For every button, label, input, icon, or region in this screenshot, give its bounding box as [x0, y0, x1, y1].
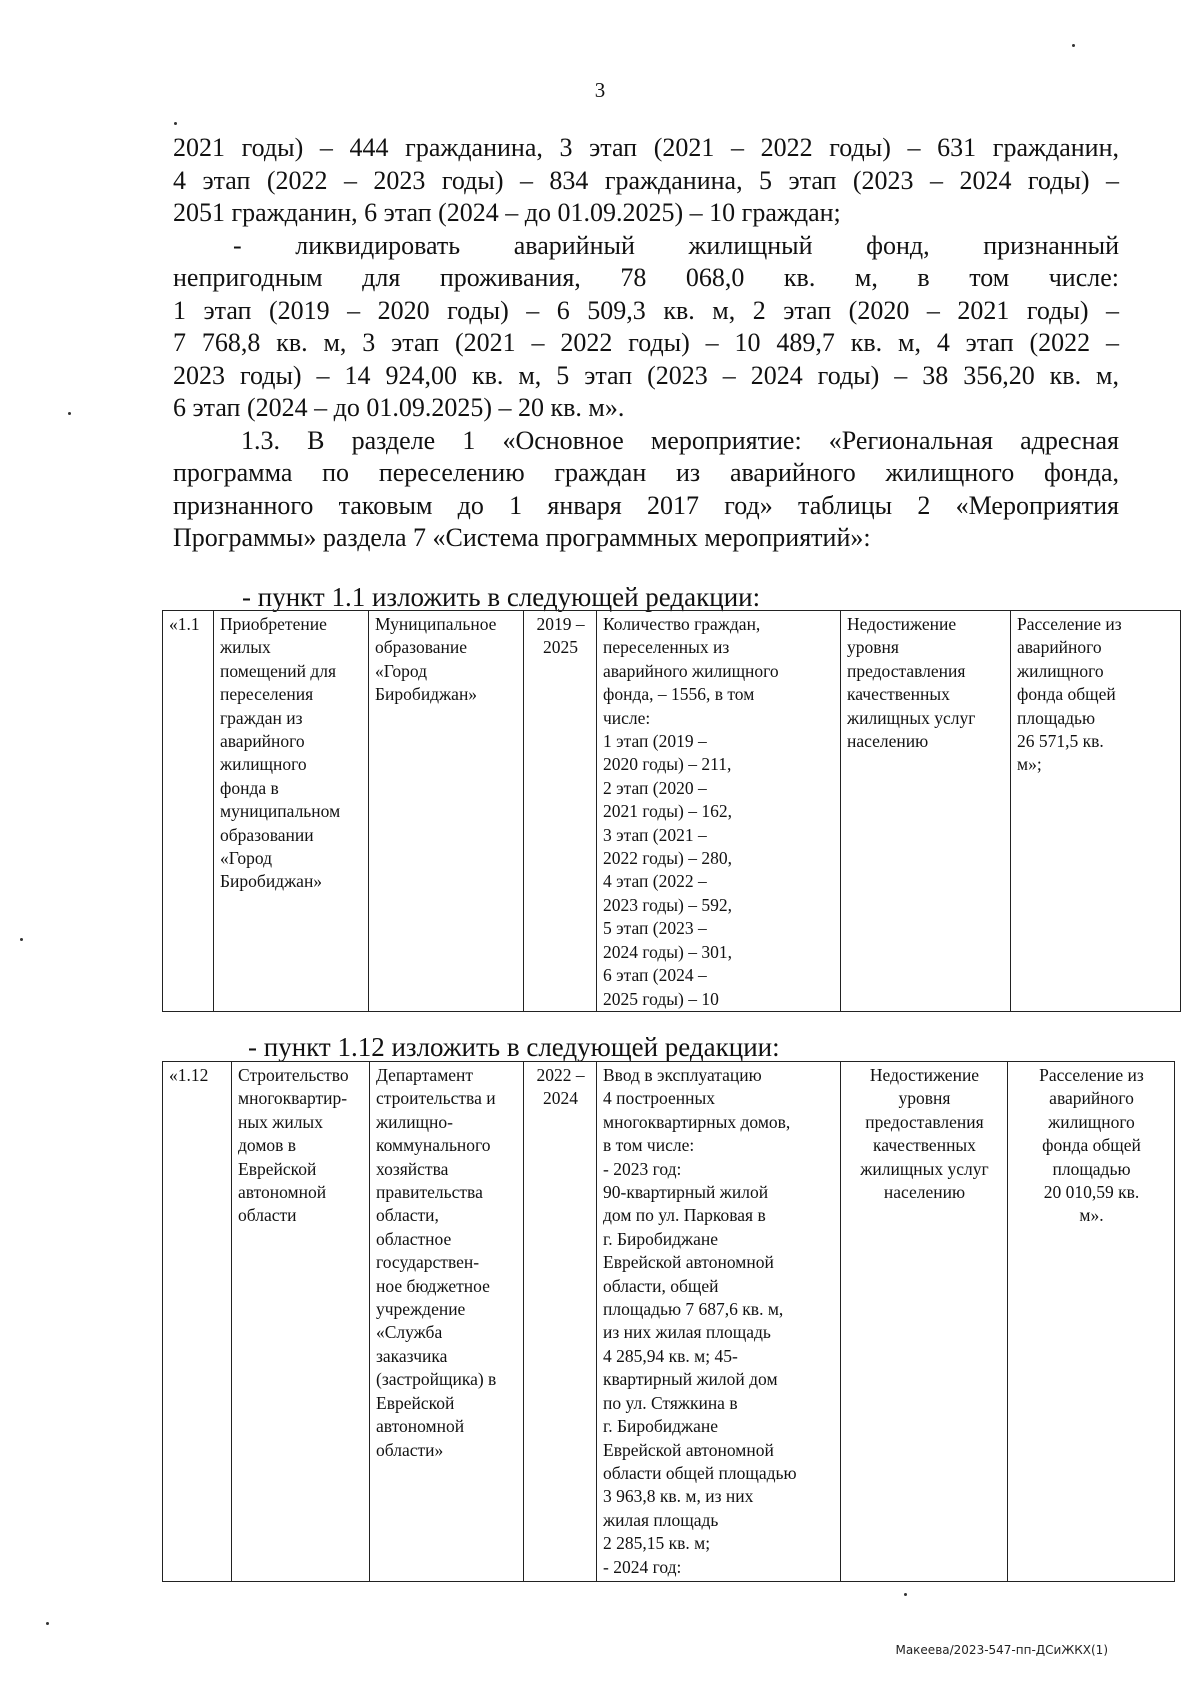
- cell-line: площадью 7 687,6 кв. м,: [603, 1299, 784, 1320]
- cell-line: области,: [376, 1205, 439, 1226]
- item-name: [214, 611, 369, 1012]
- item-consequence: [841, 611, 1011, 1012]
- item-result: [597, 1062, 841, 1582]
- cell-line: качественных: [873, 1135, 976, 1156]
- cell-line: уровня: [898, 1088, 951, 1109]
- item-number: «1.12: [163, 1062, 232, 1582]
- cell-line: по ул. Стяжкина в: [603, 1392, 738, 1413]
- item-period: [524, 1062, 597, 1582]
- body-line: 2051 гражданин, 6 этап (2024 – до 01.09.2025) – 10 граждан;: [173, 198, 841, 227]
- cell-line: - 2023 год:: [603, 1158, 682, 1179]
- scan-speck: [46, 1622, 49, 1625]
- cell-line: 2021 годы) – 162,: [603, 801, 732, 822]
- body-line: программа по переселению граждан из аварийного жилищного фонда,: [173, 458, 1119, 487]
- cell-line: площадью: [1052, 1158, 1131, 1179]
- cell-line: аварийного: [1017, 637, 1102, 658]
- scan-speck: [20, 938, 23, 941]
- cell-line: граждан из: [220, 707, 303, 728]
- cell-line: 3 этап (2021 –: [603, 824, 707, 845]
- cell-line: аварийного: [1049, 1088, 1134, 1109]
- cell-line: 2019 –: [536, 614, 585, 634]
- cell-line: предоставления: [865, 1111, 984, 1132]
- page-number: 3: [594, 78, 606, 102]
- scan-speck: [174, 122, 177, 125]
- cell-line: автономной: [376, 1416, 465, 1437]
- cell-line: области: [238, 1205, 297, 1226]
- cell-line: 2022 –: [536, 1065, 585, 1085]
- cell-line: образование: [375, 637, 468, 658]
- cell-line: 20 010,59 кв.: [1043, 1182, 1140, 1203]
- cell-line: «Служба: [376, 1322, 443, 1343]
- cell-line: жилищного: [1017, 660, 1104, 681]
- cell-line: аварийного жилищного: [603, 660, 779, 681]
- item-result: [597, 611, 841, 1012]
- table-row: [163, 1062, 1175, 1582]
- cell-line: Недостижение: [869, 1065, 980, 1085]
- body-line: 2023 годы) – 14 924,00 кв. м, 5 этап (2023 – 2024 годы) – 38 356,20 кв. м,: [173, 360, 1119, 390]
- cell-line: 90-квартирный жилой: [603, 1182, 769, 1203]
- scan-speck: [1072, 44, 1075, 47]
- cell-line: фонда в: [220, 777, 279, 798]
- cell-line: площадью: [1017, 707, 1096, 728]
- cell-line: коммунального: [376, 1135, 491, 1156]
- cell-line: 4 285,94 кв. м; 45-: [603, 1345, 738, 1366]
- cell-line: 2024 годы) – 301,: [603, 941, 732, 962]
- table-row: [163, 611, 1181, 1012]
- cell-line: 2020 годы) – 211,: [603, 754, 732, 775]
- cell-line: фонда общей: [1017, 684, 1116, 705]
- cell-line: фонда, – 1556, в том: [603, 684, 755, 705]
- cell-line: помещений для: [220, 660, 337, 681]
- item-1-12-table: [162, 1061, 1175, 1582]
- cell-line: жилых: [220, 637, 271, 658]
- body-line: Программы» раздела 7 «Система программных мероприятий»:: [173, 523, 871, 552]
- cell-line: «Город: [375, 660, 427, 681]
- item-link: [1011, 611, 1181, 1012]
- cell-line: м».: [1079, 1205, 1104, 1226]
- cell-line: области общей площадью: [603, 1462, 797, 1483]
- cell-line: жилищного: [220, 754, 307, 775]
- section1-heading: - пункт 1.1 изложить в следующей редакции:: [242, 582, 761, 612]
- cell-line: предоставления: [847, 660, 966, 681]
- cell-line: Недостижение: [847, 614, 957, 634]
- body-line: 6 этап (2024 – до 01.09.2025) – 20 кв. м».: [173, 393, 625, 422]
- cell-line: фонда общей: [1042, 1135, 1141, 1156]
- cell-line: Биробиджан»: [220, 871, 323, 892]
- cell-line: государствен-: [376, 1252, 480, 1273]
- scan-speck: [68, 412, 71, 415]
- cell-line: многоквартирных домов,: [603, 1111, 791, 1132]
- cell-line: Ввод в эксплуатацию: [603, 1065, 762, 1085]
- cell-line: 2025: [543, 637, 578, 658]
- item-link: [1008, 1062, 1175, 1582]
- cell-line: переселенных из: [603, 637, 730, 658]
- cell-line: 6 этап (2024 –: [603, 965, 707, 986]
- item-period: [524, 611, 597, 1012]
- cell-line: Еврейской: [238, 1158, 317, 1179]
- cell-line: 4 построенных: [603, 1088, 716, 1109]
- cell-line: населению: [847, 731, 929, 752]
- cell-line: Строительство: [238, 1065, 349, 1085]
- cell-line: 4 этап (2022 –: [603, 871, 707, 892]
- cell-line: в том числе:: [603, 1135, 695, 1156]
- cell-line: многоквартир-: [238, 1088, 348, 1109]
- cell-line: м»;: [1017, 754, 1042, 775]
- cell-line: населению: [883, 1182, 966, 1203]
- cell-line: Расселение из: [1017, 614, 1122, 634]
- cell-line: жилищных услуг: [847, 707, 976, 728]
- cell-line: ное бюджетное: [376, 1275, 490, 1296]
- cell-line: заказчика: [376, 1345, 448, 1366]
- section2-heading: - пункт 1.12 изложить в следующей редакции:: [248, 1032, 780, 1062]
- cell-line: муниципальном: [220, 801, 341, 822]
- cell-line: (застройщика) в: [376, 1369, 497, 1390]
- cell-line: 5 этап (2023 –: [603, 918, 707, 939]
- body-line: 7 768,8 кв. м, 3 этап (2021 – 2022 годы) – 10 489,7 кв. м, 4 этап (2022 –: [173, 328, 1119, 357]
- item-executor: [370, 1062, 524, 1582]
- item-1-1-table: [162, 610, 1181, 1012]
- item-name: [232, 1062, 370, 1582]
- cell-line: образовании: [220, 824, 314, 845]
- cell-line: качественных: [847, 684, 950, 705]
- cell-line: аварийного: [220, 731, 305, 752]
- cell-line: г. Биробиджане: [603, 1228, 719, 1249]
- cell-line: переселения: [220, 684, 314, 705]
- cell-line: Департамент: [376, 1065, 474, 1085]
- cell-line: строительства и: [376, 1088, 496, 1109]
- cell-line: автономной: [238, 1182, 327, 1203]
- cell-line: 3 963,8 кв. м, из них: [603, 1486, 754, 1507]
- cell-line: области, общей: [603, 1275, 719, 1296]
- cell-line: Еврейской автономной: [603, 1252, 774, 1273]
- cell-line: «Город: [220, 848, 272, 869]
- cell-line: 2025 годы) – 10: [603, 988, 719, 1009]
- cell-line: 1 этап (2019 –: [603, 731, 707, 752]
- cell-line: домов в: [238, 1135, 297, 1156]
- cell-line: областное: [376, 1228, 452, 1249]
- cell-line: уровня: [847, 637, 899, 658]
- cell-line: хозяйства: [376, 1158, 449, 1179]
- cell-line: г. Биробиджане: [603, 1416, 719, 1437]
- cell-line: 2 этап (2020 –: [603, 777, 707, 798]
- cell-line: ных жилых: [238, 1111, 323, 1132]
- cell-line: жилищного: [1048, 1111, 1135, 1132]
- body-line: признанного таковым до 1 января 2017 год» таблицы 2 «Мероприятия: [173, 490, 1119, 520]
- cell-line: дом по ул. Парковая в: [603, 1205, 766, 1226]
- item-consequence: [841, 1062, 1008, 1582]
- cell-line: - 2024 год:: [603, 1556, 682, 1577]
- item-executor: [369, 611, 524, 1012]
- body-line: 1.3. В разделе 1 «Основное мероприятие: «Региональная адресная: [241, 425, 1119, 455]
- cell-line: Расселение из: [1039, 1065, 1144, 1085]
- cell-line: 2023 годы) – 592,: [603, 894, 732, 915]
- body-line: 2021 годы) – 444 гражданина, 3 этап (2021 – 2022 годы) – 631 гражданин,: [173, 133, 1119, 162]
- cell-line: Количество граждан,: [603, 614, 761, 634]
- cell-line: 2 285,15 кв. м;: [603, 1533, 711, 1554]
- body-line: 4 этап (2022 – 2023 годы) – 834 гражданина, 5 этап (2023 – 2024 годы) –: [173, 165, 1119, 195]
- cell-line: жилищно-: [376, 1111, 453, 1132]
- item-number: «1.1: [163, 611, 214, 1012]
- body-line: - ликвидировать аварийный жилищный фонд, признанный: [233, 230, 1119, 260]
- cell-line: жилищных услуг: [860, 1158, 989, 1179]
- cell-line: квартирный жилой дом: [603, 1369, 778, 1390]
- cell-line: Приобретение: [220, 614, 327, 634]
- body-line: 1 этап (2019 – 2020 годы) – 6 509,3 кв. м, 2 этап (2020 – 2021 годы) –: [173, 295, 1119, 325]
- cell-line: жилая площадь: [603, 1509, 719, 1530]
- cell-line: области»: [376, 1439, 444, 1460]
- cell-line: Еврейской автономной: [603, 1439, 774, 1460]
- scan-speck: [904, 1593, 907, 1596]
- cell-line: Муниципальное: [375, 614, 497, 634]
- cell-line: из них жилая площадь: [603, 1322, 771, 1343]
- body-text: [173, 132, 1119, 555]
- cell-line: 26 571,5 кв.: [1017, 731, 1104, 752]
- cell-line: Еврейской: [376, 1392, 455, 1413]
- body-line: непригодным для проживания, 78 068,0 кв. м, в том числе:: [173, 263, 1119, 292]
- cell-line: 2022 годы) – 280,: [603, 848, 732, 869]
- cell-line: учреждение: [376, 1299, 466, 1320]
- cell-line: правительства: [376, 1182, 483, 1203]
- footer-reference: Макеева/2023-547-пп-ДСиЖКХ(1): [895, 1643, 1108, 1657]
- cell-line: 2024: [543, 1088, 578, 1109]
- cell-line: числе:: [603, 707, 651, 728]
- cell-line: Биробиджан»: [375, 684, 478, 705]
